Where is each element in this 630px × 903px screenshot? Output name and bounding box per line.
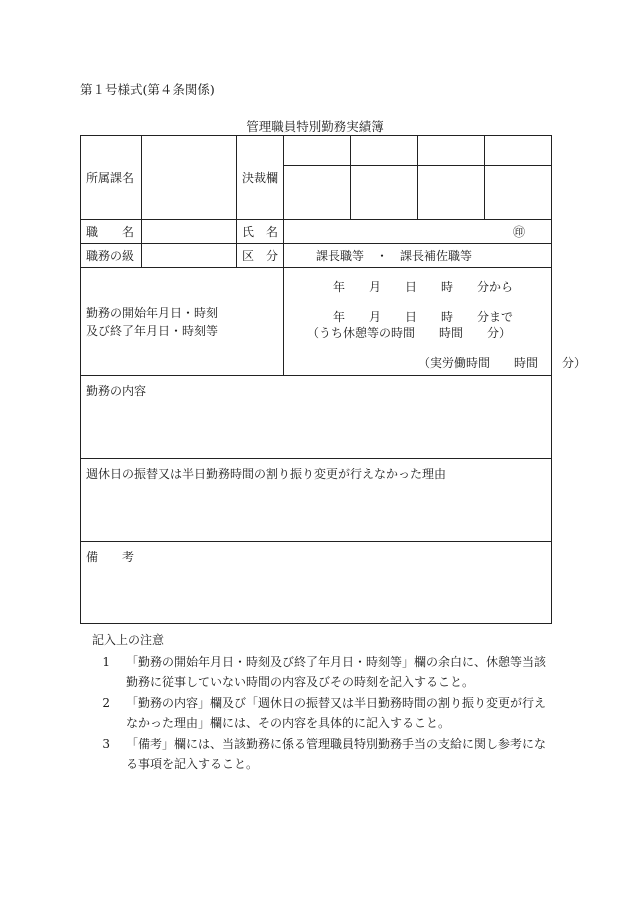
break-time-line: （うち休憩等の時間 時間 分） (307, 326, 512, 340)
datetime-field[interactable] (284, 268, 587, 376)
datetime-label-line1: 勤務の開始年月日・時刻 (86, 305, 219, 320)
name-label: 氏 名 (237, 220, 284, 244)
approval-label: 決裁欄 (237, 136, 284, 220)
actual-work-time-line: （実労働時間 時間 分） (418, 356, 587, 370)
reason-label: 週休日の振替又は半日勤務時間の割り振り変更が行えなかった理由 (86, 467, 447, 481)
approval-header-cell (284, 136, 351, 166)
note-item (92, 693, 556, 734)
reason-field[interactable] (81, 459, 552, 542)
remarks-label: 備 考 (86, 550, 135, 564)
position-label: 職 名 (81, 220, 142, 244)
approval-seal-cell[interactable] (418, 166, 485, 220)
approval-seal-cell[interactable] (351, 166, 418, 220)
document-title: 管理職員特別勤務実績簿 (246, 119, 384, 134)
approval-header-cell (351, 136, 418, 166)
note-number: 3 (102, 736, 110, 751)
form-number-label: 第１号様式(第４条関係) (80, 82, 215, 97)
approval-seal-cell[interactable] (284, 166, 351, 220)
datetime-label-line2: 及び終了年月日・時刻等 (86, 323, 219, 338)
record-form-table (80, 135, 587, 624)
work-content-label: 勤務の内容 (86, 384, 147, 398)
dept-label: 所属課名 (81, 136, 142, 220)
category-label: 区 分 (237, 244, 284, 268)
note-item (92, 734, 556, 775)
seal-mark: ㊞ (512, 225, 525, 239)
approval-header-cell (485, 136, 552, 166)
work-content-field[interactable] (81, 376, 552, 459)
grade-field[interactable] (142, 244, 237, 268)
category-options[interactable]: 課長職等 ・ 課長補佐職等 (284, 244, 552, 268)
note-text: 「備考」欄には、当該勤務に係る管理職員特別勤務手当の支給に関し参考になる事項を記入すること。 (126, 736, 547, 771)
datetime-label (81, 268, 284, 376)
entry-notes (92, 630, 556, 775)
approval-header-cell (418, 136, 485, 166)
note-text: 「勤務の内容」欄及び「週休日の振替又は半日勤務時間の割り振り変更が行えなかった理由」欄には、その内容を具体的に記入すること。 (126, 695, 547, 730)
position-field[interactable] (142, 220, 237, 244)
remarks-field[interactable] (81, 542, 552, 624)
note-text: 「勤務の開始年月日・時刻及び終了年月日・時刻等」欄の余白に、休憩等当該勤務に従事していない時間の内容及びその時刻を記入すること。 (126, 654, 547, 689)
notes-heading: 記入上の注意 (92, 633, 165, 647)
note-number: 2 (102, 695, 110, 710)
dept-field[interactable] (142, 136, 237, 220)
note-number: 1 (102, 654, 110, 669)
name-field[interactable] (284, 220, 552, 244)
start-time-line: 年 月 日 時 分から (333, 280, 514, 294)
end-time-line: 年 月 日 時 分まで (333, 310, 514, 324)
grade-label: 職務の級 (81, 244, 142, 268)
approval-seal-cell[interactable] (485, 166, 552, 220)
note-item (92, 652, 556, 693)
